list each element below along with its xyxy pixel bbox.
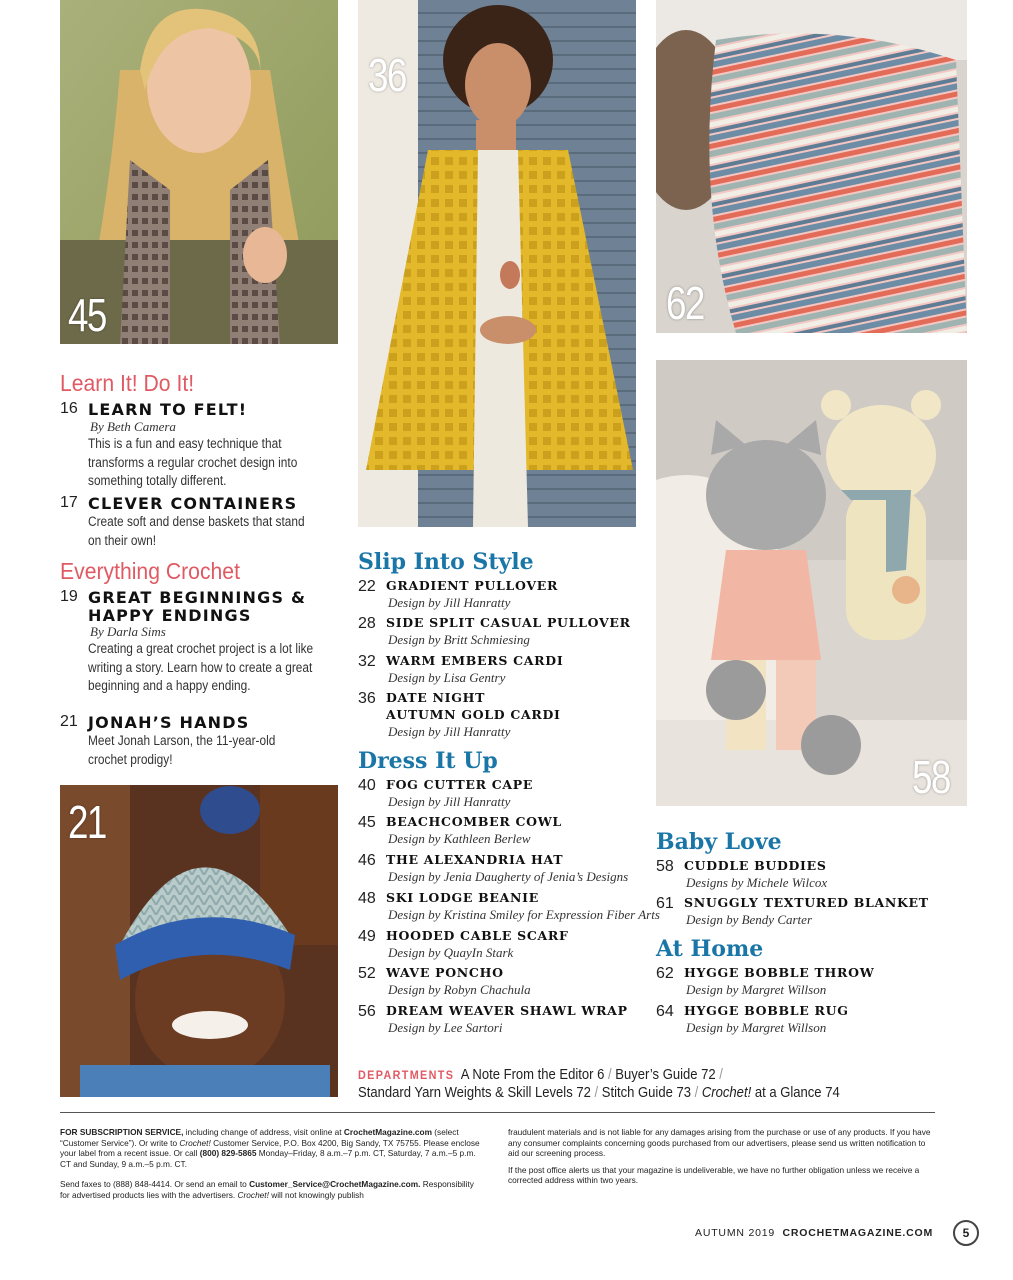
entry-alexandria-hat[interactable] — [358, 852, 658, 886]
entry-byline: Design by Lee Sartori — [388, 1020, 503, 1035]
entry-title-line1: DATE NIGHT — [386, 690, 486, 705]
entry-page-number: 19 — [60, 588, 78, 605]
divider-rule — [60, 1112, 935, 1113]
entry-byline: Design by Kristina Smiley for Expression Fiber Arts — [388, 907, 660, 922]
entry-hygge-bobble-rug[interactable] — [656, 1003, 956, 1037]
entry-title: FOG CUTTER CAPE — [386, 777, 534, 792]
footer-site[interactable]: CROCHETMAGAZINE.COM — [782, 1227, 933, 1239]
dept-separator: / — [694, 1085, 699, 1101]
entry-description: Meet Jonah Larson, the 11-year-old crochet prodigy! — [88, 733, 276, 767]
subscription-phone: (800) 829-5865 — [199, 1148, 257, 1159]
entry-page-number: 16 — [60, 400, 78, 417]
photo-toys — [656, 360, 967, 806]
entry-title: WAVE PONCHO — [386, 965, 504, 980]
page-number-62: 62 — [666, 277, 704, 329]
entry-beachcomber-cowl[interactable] — [358, 814, 658, 848]
entry-byline: Design by Lisa Gentry — [388, 670, 506, 685]
entry-title: WARM EMBERS CARDI — [386, 653, 564, 668]
entry-learn-to-felt[interactable] — [60, 400, 330, 490]
entry-page-number: 21 — [60, 713, 78, 730]
entry-title: HYGGE BOBBLE THROW — [684, 965, 875, 980]
section-baby-love: Baby Love — [656, 829, 782, 855]
entry-title: CLEVER CONTAINERS — [88, 494, 298, 513]
dept-item-yarn-weights[interactable]: Standard Yarn Weights & Skill Levels 72 — [358, 1085, 591, 1101]
photo-boy — [60, 785, 338, 1097]
entry-byline: Design by Margret Willson — [686, 1020, 827, 1035]
entry-byline: Design by Britt Schmiesing — [388, 632, 530, 647]
responsibility-mag-name: Crochet! — [237, 1189, 269, 1200]
subscription-text-4: Monday–Friday, 8 a.m.–7 p.m. CT, Saturday, 7 a.m.–5 p.m. CT and Sunday, 9 a.m.–5 p.m. CT. — [60, 1148, 476, 1169]
page-number-36: 36 — [368, 49, 406, 101]
entry-page-number: 49 — [358, 928, 376, 945]
subscription-mag-name: Crochet! — [179, 1137, 211, 1148]
entry-page-number: 40 — [358, 777, 376, 794]
entry-cuddle-buddies[interactable] — [656, 858, 956, 892]
entry-ski-lodge-beanie[interactable] — [358, 890, 658, 924]
subscription-paragraph — [60, 1127, 480, 1169]
entry-byline: By Darla Sims — [90, 624, 166, 639]
entry-description: This is a fun and easy technique that transforms a regular crochet design into something totally different. — [88, 436, 298, 488]
entry-page-number: 17 — [60, 494, 78, 511]
subscription-label: FOR SUBSCRIPTION SERVICE, — [60, 1127, 184, 1137]
entry-page-number: 48 — [358, 890, 376, 907]
dept-item-at-a-glance-rest: at a Glance 74 — [751, 1085, 840, 1101]
dept-item-at-a-glance-mag: Crochet! — [701, 1085, 752, 1101]
entry-title: CUDDLE BUDDIES — [684, 858, 827, 873]
entry-page-number: 28 — [358, 615, 376, 632]
dept-item-buyers-guide[interactable]: Buyer’s Guide 72 — [615, 1067, 716, 1083]
subscription-text-2: (select “Customer Service”). Or write to — [60, 1127, 459, 1148]
entry-byline: Design by Margret Willson — [686, 982, 827, 997]
fax-paragraph — [60, 1179, 480, 1200]
service-email[interactable]: Customer_Service@CrochetMagazine.com. — [249, 1179, 421, 1190]
entry-title: DREAM WEAVER SHAWL WRAP — [386, 1003, 628, 1018]
entry-page-number: 32 — [358, 653, 376, 670]
entry-byline: Design by Jill Hanratty — [388, 724, 511, 739]
entry-title: SIDE SPLIT CASUAL PULLOVER — [386, 615, 631, 630]
entry-dream-weaver-shawl-wrap[interactable] — [358, 1003, 658, 1037]
entry-title: LEARN TO FELT! — [88, 400, 248, 419]
entry-title-line2: AUTUMN GOLD CARDI — [386, 707, 561, 722]
dept-item-at-a-glance[interactable] — [702, 1085, 840, 1101]
entry-byline: Design by Robyn Chachula — [388, 982, 531, 997]
entry-clever-containers[interactable] — [60, 494, 330, 550]
entry-fog-cutter-cape[interactable] — [358, 777, 658, 811]
entry-page-number: 46 — [358, 852, 376, 869]
entry-hygge-bobble-throw[interactable] — [656, 965, 956, 999]
entry-byline: Design by Jill Hanratty — [388, 595, 511, 610]
entry-title-line2: HAPPY ENDINGS — [88, 606, 252, 625]
section-learn-it-do-it: Learn It! Do It! — [60, 370, 195, 396]
entry-side-split-casual-pullover[interactable] — [358, 615, 638, 649]
entry-title: JONAH’S HANDS — [88, 713, 250, 732]
entry-gradient-pullover[interactable] — [358, 578, 638, 612]
entry-warm-embers-cardi[interactable] — [358, 653, 638, 687]
page-footer — [695, 1227, 933, 1239]
entry-page-number: 22 — [358, 578, 376, 595]
entry-page-number: 36 — [358, 690, 376, 707]
dept-separator: / — [608, 1067, 612, 1083]
page-number-21: 21 — [68, 796, 106, 848]
page-number-58: 58 — [912, 751, 950, 803]
subscription-text-3: Customer Service, P.O. Box 4200, Big Sandy, TX 75755. Please enclose your label from a recent issue. Or call — [60, 1137, 480, 1159]
undeliverable-paragraph: If the post office alerts us that your magazine is undeliverable, we have no further obligation unless we receive a corrected address within two years. — [508, 1164, 920, 1186]
entry-byline: Design by Bendy Carter — [686, 912, 813, 927]
photo-blanket — [656, 0, 967, 333]
departments — [358, 1066, 862, 1102]
entry-title: THE ALEXANDRIA HAT — [386, 852, 564, 867]
entry-page-number: 52 — [358, 965, 376, 982]
entry-title-line1: GREAT BEGINNINGS & — [88, 588, 307, 607]
responsibility-text-2: will not knowingly publish — [268, 1189, 364, 1200]
entry-title: GRADIENT PULLOVER — [386, 578, 559, 593]
entry-byline: Design by Jill Hanratty — [388, 794, 511, 809]
entry-title: HOODED CABLE SCARF — [386, 928, 569, 943]
toys-image — [656, 360, 967, 806]
entry-title: SNUGGLY TEXTURED BLANKET — [684, 895, 929, 910]
liability-info — [508, 1127, 934, 1186]
liability-paragraph: fraudulent materials and is not liable for any damages arising from the purchase or use of any products. If you have any consumer complaints concerning goods purchased from our advertisers, please send us written notification to aid our screening process. — [508, 1127, 931, 1159]
entry-date-night-autumn-gold-cardi[interactable] — [358, 690, 638, 740]
fax-text: Send faxes to (888) 848-4414. Or send an email to — [60, 1179, 250, 1190]
dept-separator: / — [719, 1067, 723, 1083]
entry-byline: Design by Jenia Daugherty of Jenia’s Designs — [388, 869, 629, 884]
footer-season: AUTUMN 2019 — [695, 1227, 776, 1239]
entry-title: HYGGE BOBBLE RUG — [684, 1003, 849, 1018]
departments-label: DEPARTMENTS — [358, 1068, 455, 1082]
section-at-home: At Home — [656, 936, 764, 962]
responsibility-text: Responsibility for advertised products lies with the advertisers. — [60, 1179, 474, 1200]
entry-byline: Designs by Michele Wilcox — [686, 875, 828, 890]
photo-scarf-woman — [60, 0, 338, 344]
section-everything-crochet: Everything Crochet — [60, 558, 240, 584]
entry-hooded-cable-scarf[interactable] — [358, 928, 658, 962]
entry-description: Creating a great crochet project is a lot like writing a story. Learn how to create a great beginning and a happy ending. — [88, 641, 314, 693]
entry-byline: By Beth Camera — [90, 419, 176, 434]
dept-separator: / — [594, 1085, 599, 1101]
entry-description: Create soft and dense baskets that stand on their own! — [88, 514, 305, 548]
subscription-info — [60, 1127, 480, 1201]
entry-title: BEACHCOMBER COWL — [386, 814, 562, 829]
entry-byline: Design by Kathleen Berlew — [388, 831, 531, 846]
section-dress-it-up: Dress It Up — [358, 748, 498, 774]
dept-item-stitch-guide[interactable]: Stitch Guide 73 — [601, 1085, 691, 1101]
photo-cardigan-woman — [358, 0, 636, 527]
page-number-badge: 5 — [953, 1220, 979, 1246]
entry-wave-poncho[interactable] — [358, 965, 658, 999]
entry-byline: Design by QuayIn Stark — [388, 945, 514, 960]
entry-page-number: 45 — [358, 814, 376, 831]
dept-item-editor-note[interactable]: A Note From the Editor 6 — [460, 1067, 605, 1083]
subscription-site-link[interactable]: CrochetMagazine.com — [343, 1127, 432, 1137]
entry-page-number: 64 — [656, 1003, 674, 1020]
subscription-text-1: including change of address, visit online at — [183, 1127, 344, 1137]
entry-snuggly-textured-blanket[interactable] — [656, 895, 956, 929]
entry-jonahs-hands[interactable] — [60, 713, 330, 769]
entry-page-number: 62 — [656, 965, 674, 982]
section-slip-into-style: Slip Into Style — [358, 549, 534, 575]
entry-great-beginnings[interactable] — [60, 588, 340, 698]
entry-title: SKI LODGE BEANIE — [386, 890, 539, 905]
page-number-45: 45 — [68, 289, 106, 341]
entry-page-number: 61 — [656, 895, 674, 912]
entry-page-number: 58 — [656, 858, 674, 875]
entry-page-number: 56 — [358, 1003, 376, 1020]
